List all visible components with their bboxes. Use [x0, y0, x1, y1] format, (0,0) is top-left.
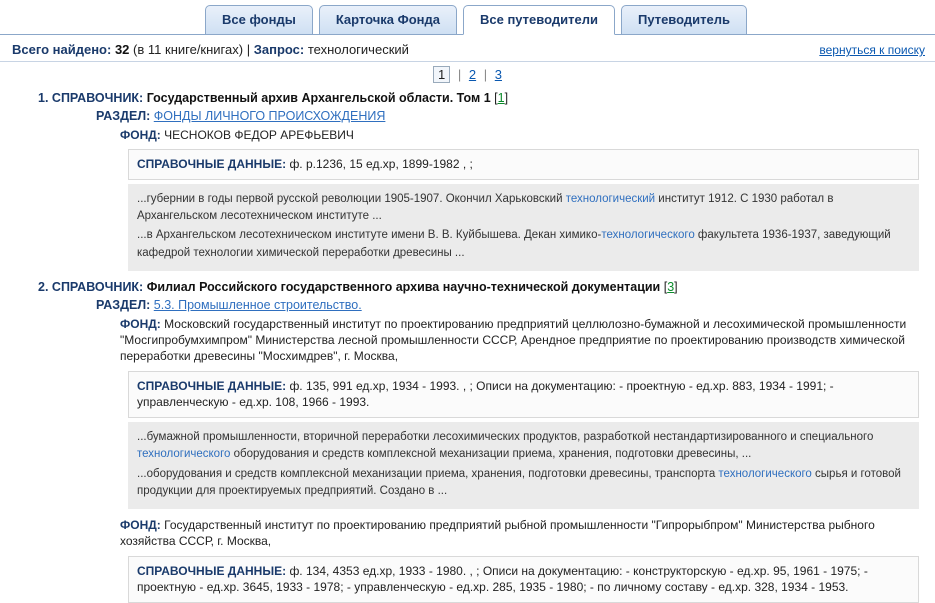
fond-row [8, 125, 927, 145]
fond-row [8, 515, 927, 551]
query-value: технологический [307, 42, 409, 57]
section-label: РАЗДЕЛ: [96, 109, 151, 123]
snippet-text: ...оборудования и средств комплексной механизации приема, хранения, подготовки древесины, транспорта [137, 467, 719, 480]
result-index: 2. [38, 279, 49, 294]
tab-label: Путеводитель [637, 12, 730, 27]
query-label: Запрос: [253, 42, 305, 57]
snippet-box [128, 422, 919, 509]
count-open: [ [663, 279, 668, 294]
section-link[interactable]: 5.3. Промышленное строительство. [153, 297, 362, 312]
fond-label: ФОНД: [120, 316, 161, 331]
reference-data-value: ф. 134, 4353 ед.хр, 1933 - 1980. , ; Описи на документацию: - конструкторскую - ед.хр. 95, 1961 - 1975; - проектную - ед.хр. 3645, 1933 - 1978; - управленческую - ед.хр. 285, 1935 - 1980; - по личному составу - ед.хр. 328, 1934 - 1953. [137, 563, 868, 595]
found-books: (в 11 книге/книгах) [133, 42, 244, 57]
result-item [8, 88, 927, 271]
result-title[interactable]: Филиал Российского государственного архива научно-технической документации [146, 279, 661, 294]
summary-text [12, 42, 409, 57]
pager-separator: | [483, 67, 488, 82]
result-title[interactable]: Государственный архив Архангельской области. Том 1 [146, 91, 491, 105]
summary-bar [0, 35, 935, 62]
back-to-search-link[interactable]: вернуться к поиску [819, 43, 925, 57]
snippet-line [137, 227, 910, 262]
reference-data-box [128, 371, 919, 419]
result-header [8, 277, 927, 296]
result-kind-label: СПРАВОЧНИК: [51, 91, 144, 105]
snippet-text: ...губернии в годы первой русской революции 1905-1907. Окончил Харьковский [137, 192, 566, 205]
result-header [8, 88, 927, 107]
snippet-text: институт 1912. С 1930 работал в Архангельском лесотехническом институте ... [137, 192, 834, 223]
found-count: 32 [114, 42, 130, 57]
tab-all-fonds[interactable] [205, 5, 313, 35]
page-link-3[interactable]: 3 [494, 67, 502, 82]
count-open: [ [494, 91, 498, 105]
reference-data-label: СПРАВОЧНЫЕ ДАННЫЕ: [137, 378, 287, 393]
tab-label: Карточка Фонда [335, 12, 440, 27]
tab-label: Все фонды [222, 12, 296, 27]
snippet-box [128, 184, 919, 271]
snippet-highlight: технологического [137, 448, 231, 461]
fond-label: ФОНД: [120, 518, 161, 533]
result-item [8, 277, 927, 603]
tab-all-guides[interactable] [463, 5, 615, 35]
fond-value: Государственный институт по проектированию предприятий рыбной промышленности "Гипрорыбпром" Министерства рыбного хозяйства СССР, г. Москва, [120, 518, 875, 549]
tab-list [0, 0, 935, 34]
reference-data-box [128, 149, 919, 180]
snippet-highlight: технологический [565, 192, 656, 205]
reference-data-value: ф. р.1236, 15 ед.хр, 1899-1982 , ; [289, 157, 473, 172]
found-label: Всего найдено: [12, 42, 112, 57]
section-link[interactable]: ФОНДЫ ЛИЧНОГО ПРОИСХОЖДЕНИЯ [153, 109, 386, 123]
count-close: ] [504, 91, 509, 105]
fond-value: ЧЕСНОКОВ ФЕДОР АРЕФЬЕВИЧ [164, 128, 354, 142]
snippet-text: сырья и готовой продукции для проектируемых предприятий. Создано в ... [137, 467, 901, 497]
reference-data-value: ф. 135, 991 ед.хр, 1934 - 1993. , ; Описи на документацию: - проектную - ед.хр. 883, 1934 - 1991; - управленческую - ед.хр. 108, 1966 - 1993. [137, 378, 834, 410]
snippet-text: ...в Архангельском лесотехническом институте имени В. В. Куйбышева. Декан химико- [137, 229, 602, 242]
reference-data-label: СПРАВОЧНЫЕ ДАННЫЕ: [137, 563, 287, 578]
result-index: 1. [38, 91, 49, 105]
result-count-link[interactable]: 3 [667, 279, 675, 294]
snippet-text: ...бумажной промышленности, вторичной переработки лесохимических продуктов, разработкой нестандартизированного и специального [137, 431, 874, 444]
pagination [0, 62, 935, 88]
tab-bar [0, 0, 935, 35]
snippet-highlight: технологического [718, 467, 812, 480]
reference-data-label: СПРАВОЧНЫЕ ДАННЫЕ: [137, 157, 287, 172]
result-count [494, 91, 508, 105]
fond-row [8, 314, 927, 367]
tab-guide[interactable] [621, 5, 747, 35]
section-row [8, 107, 927, 125]
tab-label: Все путеводители [479, 12, 598, 27]
section-row [8, 296, 927, 314]
results-list [0, 88, 935, 603]
result-kind-label: СПРАВОЧНИК: [51, 279, 144, 294]
fond-label: ФОНД: [120, 128, 161, 142]
page-link-1[interactable]: 1 [433, 66, 450, 83]
page-link-2[interactable]: 2 [468, 67, 477, 82]
fond-value: Московский государственный институт по проектированию предприятий целлюлозно-бумажной и лесохимической промышленности "Мосгипробумхимпром" Министерства лесной промышленности СССР, Арендное предприятие по проектированию производств химической переработки древесины "Мосхимдрев", г. Москва, [120, 316, 907, 364]
count-close: ] [674, 279, 678, 294]
snippet-line [137, 466, 910, 501]
snippet-text: оборудования и средств комплексной механизации приема, хранения, подготовки древесины, ... [230, 448, 752, 461]
result-count [664, 280, 678, 294]
pager-separator: | [457, 67, 462, 82]
reference-data-box [128, 556, 919, 603]
snippet-line [137, 429, 910, 464]
summary-separator: | [246, 42, 251, 57]
snippet-line [137, 191, 910, 226]
snippet-highlight: технологического [601, 229, 695, 242]
snippet-text: факультета 1936-1937, заведующий кафедрой технологии химической переработки древесины ... [137, 229, 891, 259]
result-count-link[interactable]: 1 [497, 91, 505, 105]
section-label: РАЗДЕЛ: [96, 297, 151, 312]
tab-fond-card[interactable] [319, 5, 457, 35]
